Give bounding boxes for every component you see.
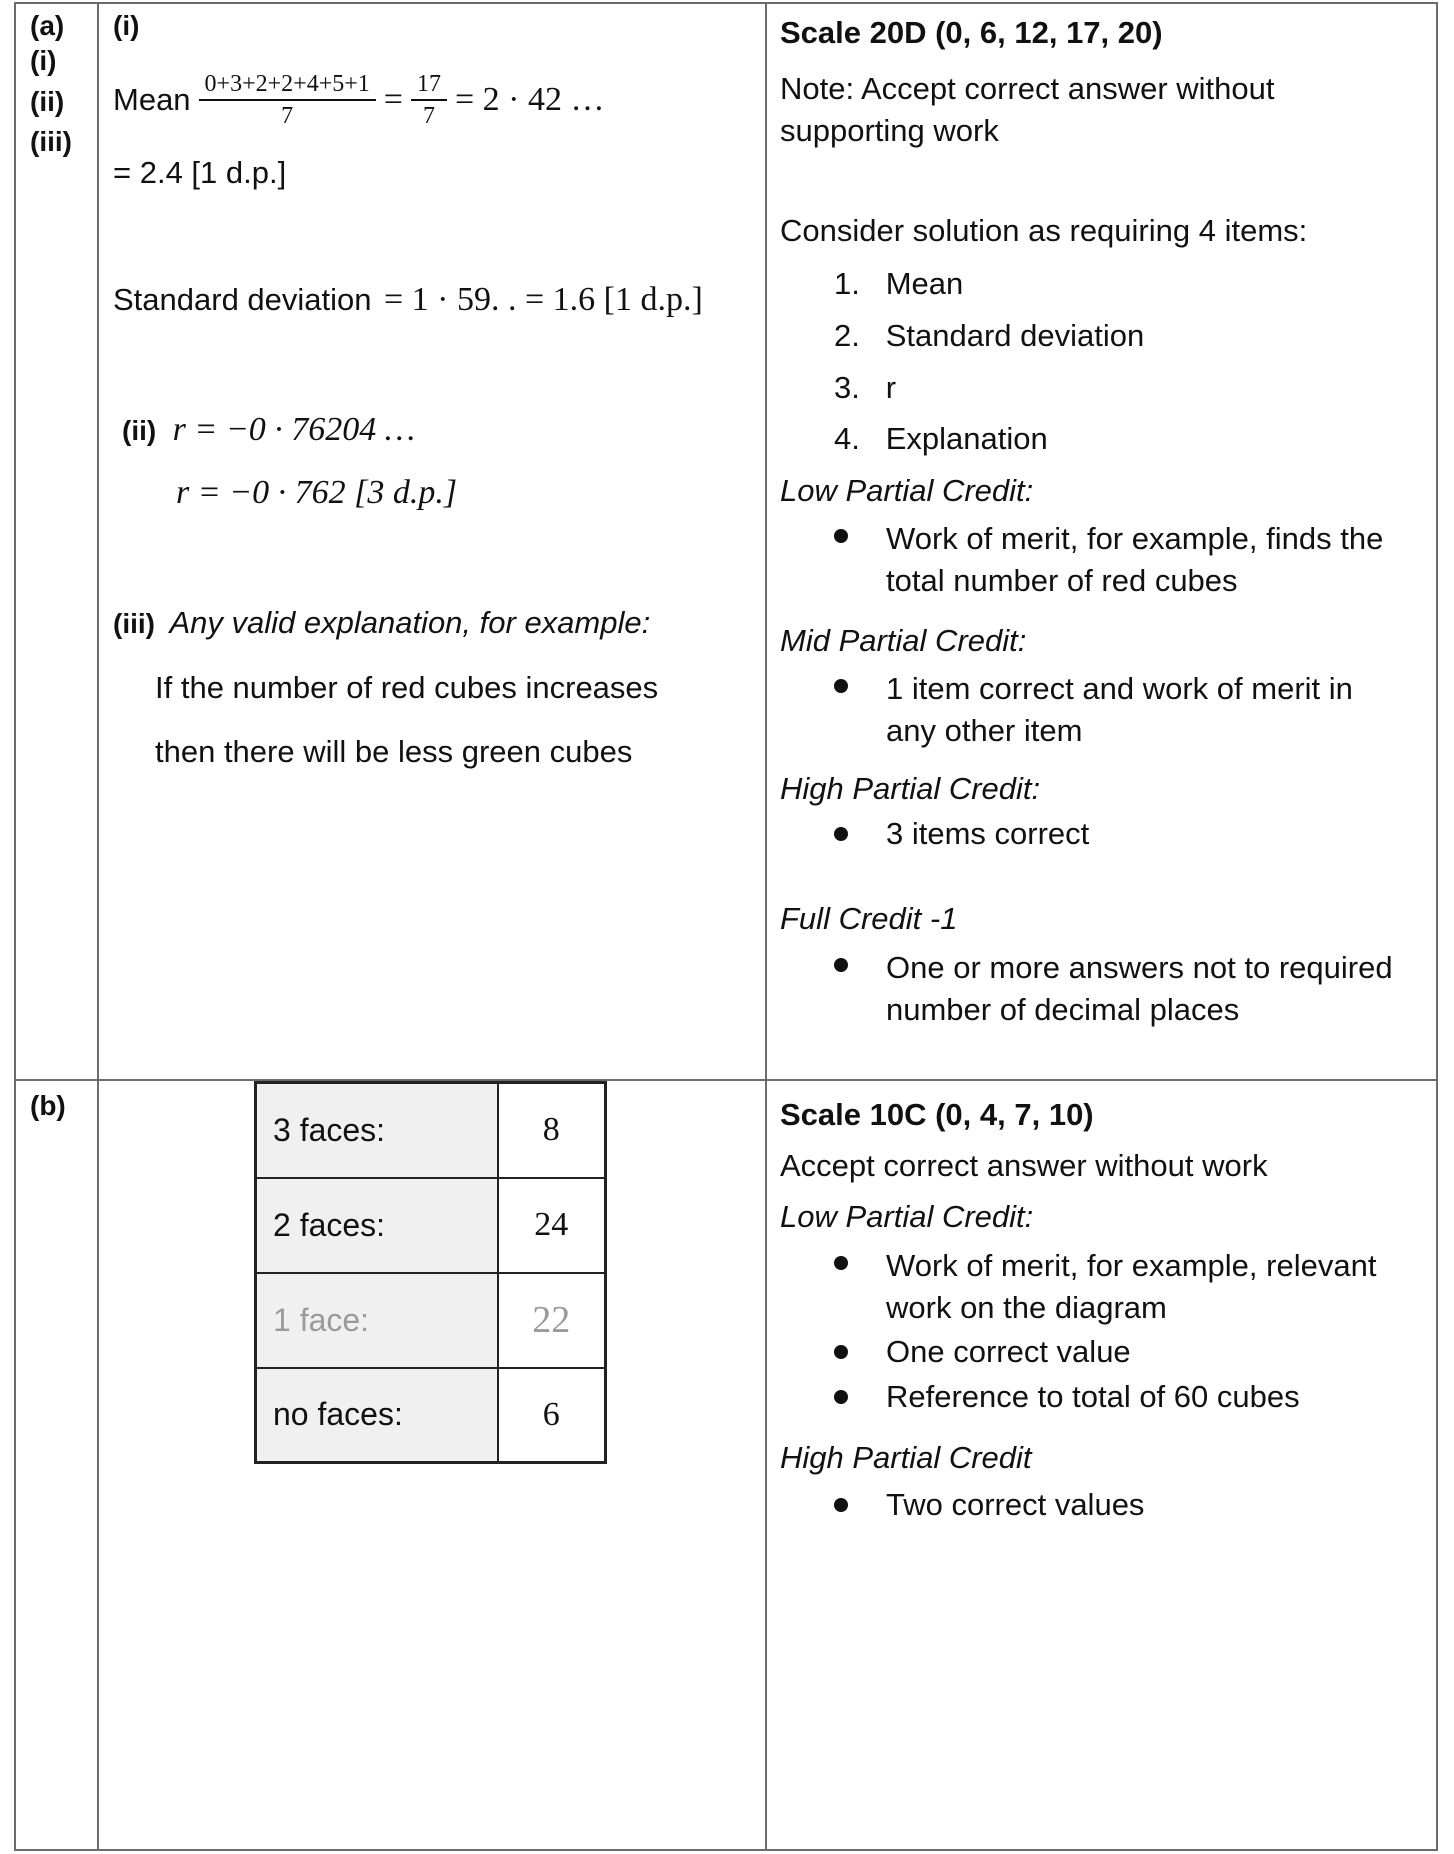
marking-scheme-table (14, 2, 1438, 1851)
high-partial-heading: High Partial Credit: (780, 771, 1041, 806)
row-a-label-iii: (iii) (30, 126, 72, 157)
table-row (256, 1368, 606, 1463)
faces-count: 24 (498, 1178, 606, 1273)
r-value: r = −0 · 76204 … (172, 411, 416, 448)
part-ii-label: (ii) (122, 415, 157, 446)
scale-10c: Scale 10C (0, 4, 7, 10) (780, 1097, 1094, 1132)
consider-text: Consider solution as requiring 4 items: (780, 213, 1308, 248)
sd-value: = 1 · 59. . = 1.6 [1 d.p.] (383, 281, 703, 318)
row-divider (14, 1079, 1438, 1081)
low-partial-heading-b: Low Partial Credit: (780, 1199, 1034, 1234)
faces-count: 22 (498, 1273, 606, 1368)
item-explanation: 4. Explanation (834, 421, 1048, 456)
item-standard-deviation: 2. Standard deviation (834, 318, 1145, 353)
row-a-label: (a) (30, 10, 65, 41)
faces-label: no faces: (256, 1368, 498, 1463)
low-partial-bullet-b1: Work of merit, for example, relevant work on the diagram (886, 1248, 1377, 1325)
mean-formula (113, 64, 604, 136)
full-credit-heading: Full Credit -1 (780, 901, 958, 936)
part-i-label: (i) (113, 10, 140, 41)
explanation-line-2: then there will be less green cubes (155, 734, 633, 769)
r-rounded: r = −0 · 762 [3 d.p.] (176, 474, 458, 511)
part-ii-line-1 (122, 411, 415, 449)
faces-count: 8 (498, 1083, 606, 1178)
column-divider-solution (765, 2, 767, 1851)
low-partial-heading: Low Partial Credit: (780, 473, 1034, 508)
bullet-icon (834, 827, 848, 841)
row-a-label-ii: (ii) (30, 86, 65, 117)
faces-label: 3 faces: (256, 1083, 498, 1178)
mean-result: = 2 · 42 … (454, 81, 605, 118)
bullet-icon (834, 958, 848, 972)
faces-label: 1 face: (256, 1273, 498, 1368)
mean-denominator: 7 (281, 103, 294, 129)
low-partial-bullet: Work of merit, for example, finds the total number of red cubes (886, 521, 1384, 598)
simplified-numerator: 17 (411, 69, 447, 101)
standard-deviation-line (113, 281, 703, 319)
simplified-denominator: 7 (422, 103, 435, 129)
table-row (256, 1273, 606, 1368)
bullet-icon (834, 1498, 848, 1512)
accept-text: Accept correct answer without work (780, 1148, 1268, 1183)
bullet-icon (834, 1256, 848, 1270)
row-a-label-i: (i) (30, 45, 57, 76)
mean-fraction-simplified (411, 69, 447, 131)
mid-partial-heading: Mid Partial Credit: (780, 623, 1027, 658)
low-partial-bullet-b3: Reference to total of 60 cubes (886, 1379, 1300, 1414)
scale-20d: Scale 20D (0, 6, 12, 17, 20) (780, 15, 1163, 50)
bullet-icon (834, 529, 848, 543)
faces-table (254, 1081, 607, 1464)
explanation-line-1: If the number of red cubes increases (155, 670, 659, 705)
bullet-icon (834, 1390, 848, 1404)
high-partial-heading-b: High Partial Credit (780, 1440, 1032, 1475)
faces-count: 6 (498, 1368, 606, 1463)
bullet-icon (834, 1345, 848, 1359)
sd-label: Standard deviation (113, 282, 372, 317)
mean-prefix: Mean (113, 82, 191, 117)
row-b-label: (b) (30, 1090, 66, 1121)
low-partial-bullet-b2: One correct value (886, 1334, 1131, 1369)
high-partial-bullet-b: Two correct values (886, 1487, 1145, 1522)
table-row (256, 1083, 606, 1178)
table-row (256, 1178, 606, 1273)
mean-rounded: = 2.4 [1 d.p.] (113, 155, 287, 190)
full-credit-bullet: One or more answers not to required number of decimal places (886, 950, 1393, 1027)
part-iii-intro: Any valid explanation, for example: (169, 605, 651, 640)
mean-numerator: 0+3+2+2+4+5+1 (199, 69, 376, 101)
bullet-icon (834, 679, 848, 693)
high-partial-bullet: 3 items correct (886, 816, 1090, 851)
note-text: Note: Accept correct answer without supporting work (780, 71, 1275, 148)
part-iii-line (113, 605, 650, 641)
column-divider-labels (97, 2, 99, 1851)
mean-fraction (199, 69, 376, 131)
mid-partial-bullet: 1 item correct and work of merit in any other item (886, 671, 1353, 748)
item-mean: 1. Mean (834, 266, 964, 301)
equals-sign: = (383, 81, 403, 118)
part-iii-label: (iii) (113, 608, 155, 639)
faces-label: 2 faces: (256, 1178, 498, 1273)
item-r: 3. r (834, 370, 897, 405)
